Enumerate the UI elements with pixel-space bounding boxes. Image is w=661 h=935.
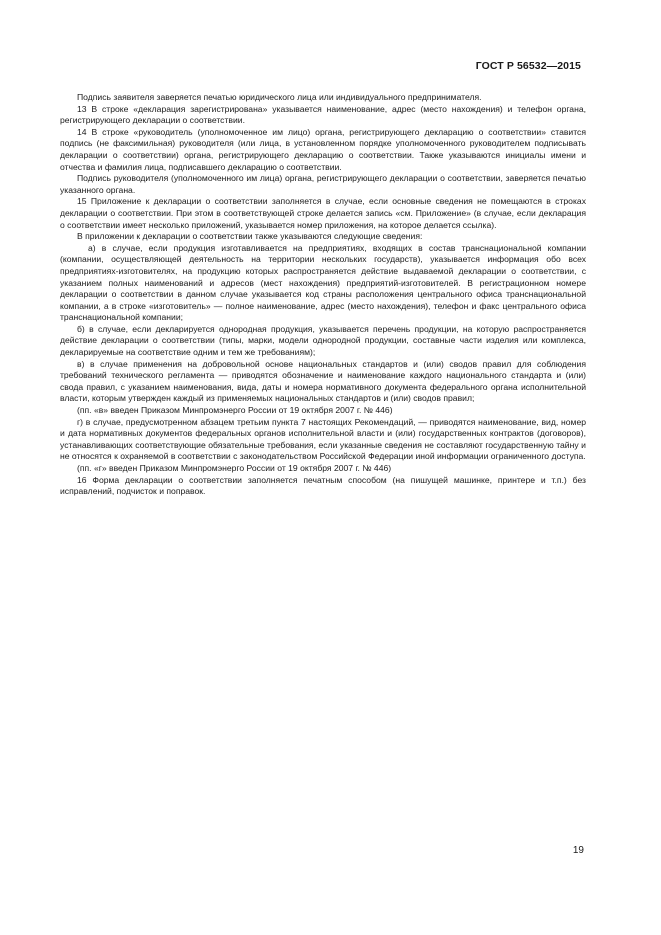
page-number: 19 bbox=[572, 845, 584, 856]
paragraph-item-b: б) в случае, если декларируется однородная продукция, указывается перечень продукции, на которую распространяется действие декларации о соответствии (типы, марки, модели однородной продукции, составные части изделия или комплекса, декларируемые на соответствие одним и тем же требованиям); bbox=[60, 323, 586, 358]
paragraph-14: 14 В строке «руководитель (уполномоченное им лицо) органа, регистрирующего декларацию о соответствии» ставится подпись (не факсимильная) руководителя (или лица, в установленном порядке уполномоченного руководителем подписывать декларации о соответствии) органа, регистрирующего декларацию о соответствии. Также указываются инициалы имени и отчества и фамилия лица, подписавшего декларацию о соответствии. bbox=[60, 126, 586, 172]
paragraph-item-c: в) в случае применения на добровольной основе национальных стандартов и (или) сводов правил для соблюдения требований технического регламента — приводятся обозначение и наименование каждого национального стандарта и (или) свода правил, с указанием наименования, вида, даты и номера нормативного документа федерального органа исполнительной власти, которым утвержден каждый из применяемых национальных стандартов и (или) сводов правил; bbox=[60, 358, 586, 404]
paragraph-head-signature: Подпись руководителя (уполномоченного им лица) органа, регистрирующего декларации о соответствии, заверяется печатью указанного органа. bbox=[60, 173, 586, 195]
paragraph-13: 13 В строке «декларация зарегистрирована» указывается наименование, адрес (место нахождения) и телефон органа, регистрирующего декларации о соответствии. bbox=[60, 103, 586, 126]
paragraph-16: 16 Форма декларации о соответствии заполняется печатным способом (на пишущей машинке, принтере и т.п.) без исправлений, подчисток и поправок. bbox=[60, 474, 586, 497]
paragraph-note-c: (пп. «в» введен Приказом Минпромэнерго России от 19 октября 2007 г. № 446) bbox=[77, 405, 393, 416]
paragraph-appendix-intro: В приложении к декларации о соответствии также указываются следующие сведения: bbox=[77, 231, 423, 242]
paragraph-15: 15 Приложение к декларации о соответствии заполняется в случае, если основные сведения не помещаются в строках декларации о соответствии. При этом в соответствующей строке делается запись «см. Приложение» (в случае, если декларация о соответствии имеет несколько приложений, указывается номер приложения, на которое делается ссылка). bbox=[60, 196, 586, 230]
document-body bbox=[60, 92, 586, 498]
document-standard-header: ГОСТ Р 56532—2015 bbox=[475, 60, 581, 72]
paragraph-note-d: (пп. «г» введен Приказом Минпромэнерго России от 19 октября 2007 г. № 446) bbox=[77, 463, 392, 473]
paragraph-item-d: г) в случае, предусмотренном абзацем третьим пункта 7 настоящих Рекомендаций, — приводятся наименование, вид, номер и дата нормативных документов федеральных органов исполнительной власти и (или) государственных контрактов (договоров), устанавливающих соответствующие обязательные требования, если указанные сведения не составляют государственную тайну и не относятся к охраняемой в соответствии с законодательством Российской Федерации иной информации ограниченного доступа. bbox=[60, 416, 586, 462]
paragraph-applicant-signature: Подпись заявителя заверяется печатью юридического лица или индивидуального предпринимателя. bbox=[77, 92, 482, 102]
paragraph-item-a: а) в случае, если продукция изготавливается на предприятиях, входящих в состав транснациональной компании (компании, осуществляющей деятельность на территории нескольких государств), указывается информация обо всех предприятиях-изготовителях, на продукцию которых распространяется действие выдаваемой декларации о соответствии, с указанием полных наименований и адресов (мест нахождения) предприятий-изготовителей. В регистрационном номере декларации о соответствии в данном случае указывается код страны расположения центрального офиса транснациональной компании, а в строке «изготовитель» — полное наименование, адрес (место нахождения), телефон и факс центрального офиса транснациональной компании; bbox=[60, 242, 586, 323]
